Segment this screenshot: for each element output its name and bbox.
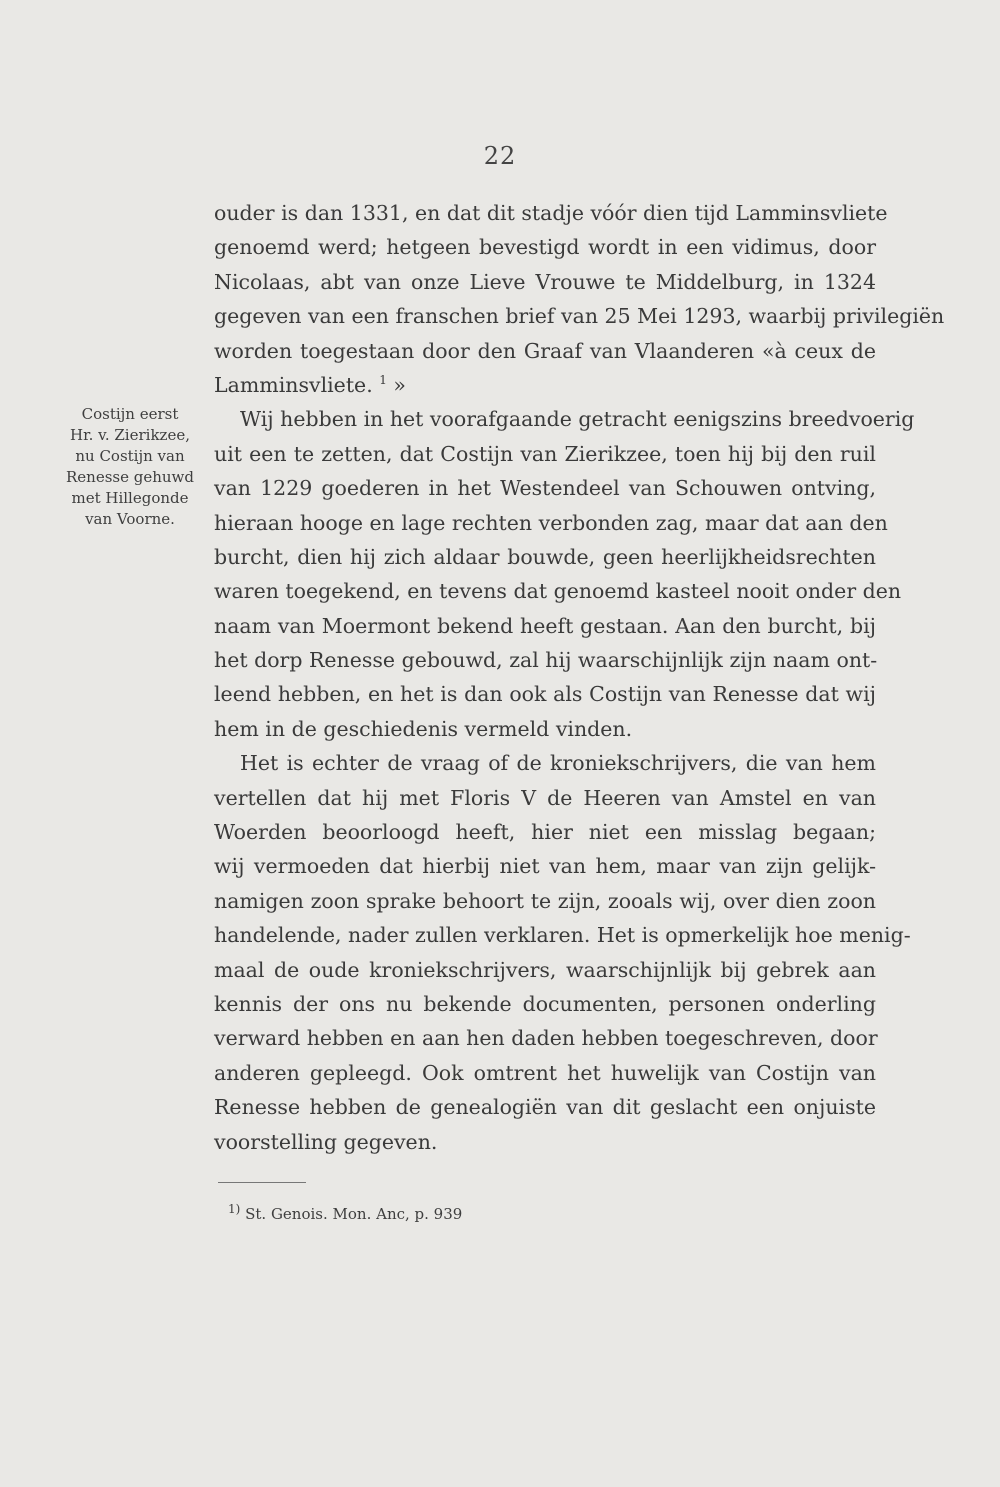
text-line: verward hebben en aan hen daden hebben toegeschreven, door [214,1026,878,1051]
text-line: Wij hebben in het voorafgaande getracht eenigszins breedvoerig [240,407,915,432]
page-number: 22 [483,142,517,170]
margin-note-line: van Voorne. [85,510,175,528]
text-line: ouder is dan 1331, en dat dit stadje vóór dien tijd Lamminsvliete [214,201,888,225]
text-line: worden toegestaan door den Graaf van Vlaanderen «à ceux de [214,338,876,363]
footnote-text: St. Genois. Mon. Anc, p. 939 [245,1205,463,1223]
footnote-divider [218,1182,306,1183]
margin-note-line: Hr. v. Zierikzee, [70,426,190,444]
text-line-with-footnote [214,368,876,402]
text-line: anderen gepleegd. Ook omtrent het huwelijk van Costijn van [214,1060,876,1085]
text-line: het dorp Renesse gebouwd, zal hij waarschijnlijk zijn naam ont- [214,648,878,673]
text-line: Lamminsvliete. [214,372,373,397]
paragraph-3 [214,746,911,1159]
paragraph-2 [214,402,915,746]
text-line: kennis der ons nu bekende documenten, personen onderling [214,991,876,1016]
text-line: Woerden beoorloogd heeft, hier niet een misslag begaan; [214,820,876,845]
margin-note-line: Costijn eerst [81,405,179,423]
text-line: hem in de geschiedenis vermeld vinden. [214,716,633,741]
text-line: gegeven van een franschen brief van 25 Mei 1293, waarbij privilegiën [214,304,945,329]
margin-note [50,404,210,530]
footnote [228,1202,463,1223]
text-line: burcht, dien hij zich aldaar bouwde, geen heerlijkheidsrechten [214,544,876,569]
text-line: voorstelling gegeven. [214,1129,438,1154]
text-line: wij vermoeden dat hierbij niet van hem, maar van zijn gelijk- [214,854,876,879]
text-line: Renesse hebben de genealogiën van dit geslacht een onjuiste [214,1095,876,1120]
text-line: van 1229 goederen in het Westendeel van Schouwen ontving, [214,476,876,501]
footnote-label: 1) [228,1202,241,1216]
text-line: naam van Moermont bekend heeft gestaan. Aan den burcht, bij [214,613,876,638]
text-line: vertellen dat hij met Floris V de Heeren van Amstel en van [214,785,876,810]
text-line: waren toegekend, en tevens dat genoemd kasteel nooit onder den [214,579,902,604]
text-line: maal de oude kroniekschrijvers, waarschijnlijk bij gebrek aan [214,957,876,982]
footnote-marker[interactable]: 1 [379,373,387,388]
text-line: Nicolaas, abt van onze Lieve Vrouwe te Middelburg, in 1324 [214,269,876,294]
text-line: genoemd werd; hetgeen bevestigd wordt in een vidimus, door [214,235,876,260]
margin-note-line: Renesse gehuwd [66,468,194,486]
text-line: handelende, nader zullen verklaren. Het is opmerkelijk hoe menig- [214,923,911,948]
margin-note-line: met Hillegonde [71,489,189,507]
text-line: Het is echter de vraag of de kroniekschrijvers, die van hem [240,751,876,776]
body-text [214,196,945,1159]
paragraph-1 [214,196,945,402]
text-line: leend hebben, en het is dan ook als Costijn van Renesse dat wij [214,682,876,707]
text-line: namigen zoon sprake behoort te zijn, zooals wij, over dien zoon [214,888,876,913]
closing-quote: » [393,372,406,397]
margin-note-line: nu Costijn van [75,447,185,465]
text-line: uit een te zetten, dat Costijn van Zierikzee, toen hij bij den ruil [214,441,876,466]
text-line: hieraan hooge en lage rechten verbonden zag, maar dat aan den [214,510,888,535]
